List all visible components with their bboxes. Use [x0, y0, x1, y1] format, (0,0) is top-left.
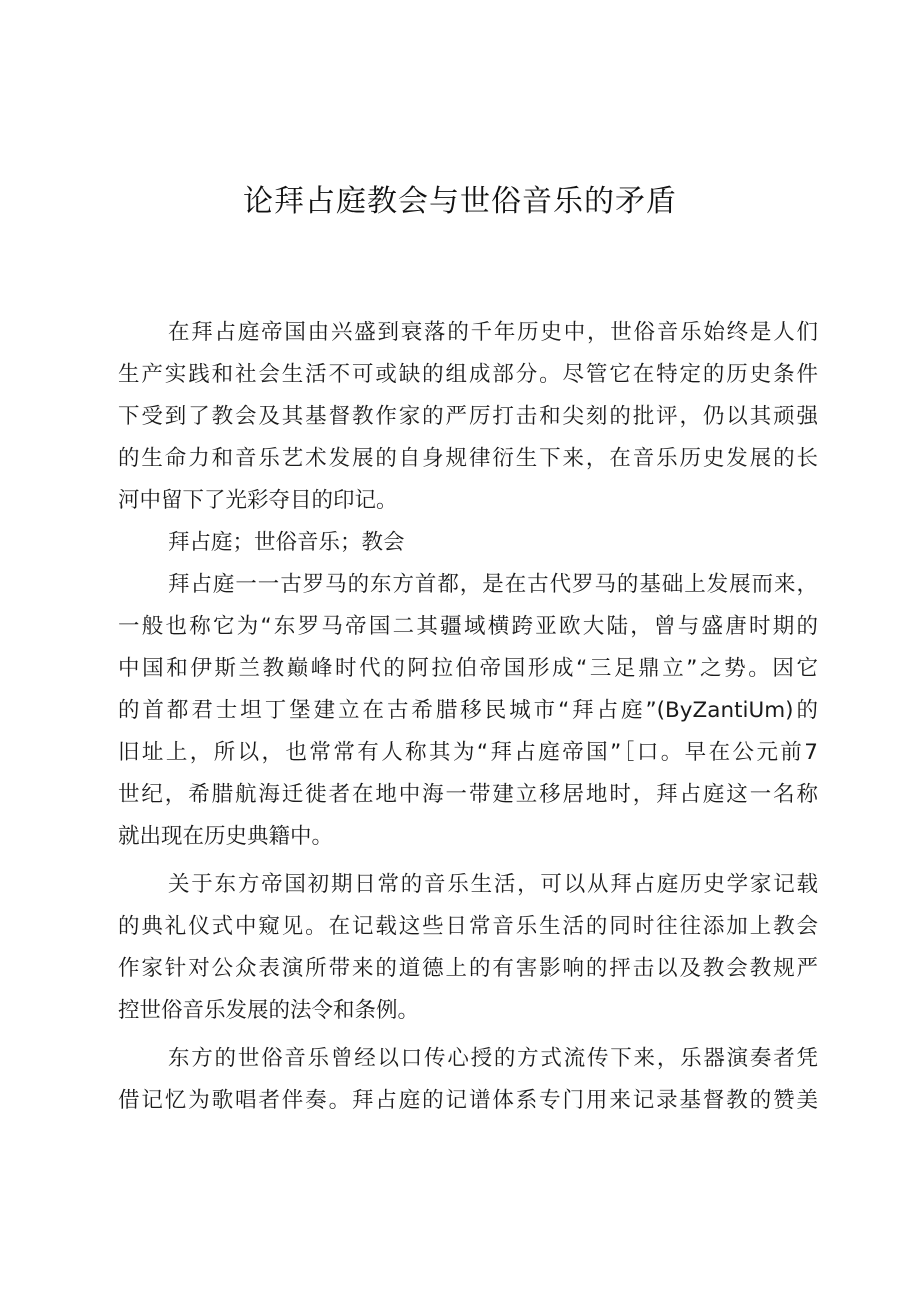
paragraph-1	[118, 564, 818, 858]
text-line: 河中留下了光彩夺目的印记。	[118, 488, 398, 513]
text-line: 一般也称它为“东罗马帝国二其疆域横跨亚欧大陆，曾与盛唐时期的	[118, 614, 818, 639]
document-body	[118, 312, 818, 1122]
text-line: 关于东方帝国初期日常的音乐生活，可以从拜占庭历史学家记载	[168, 872, 818, 897]
text-line: 生产实践和社会生活不可或缺的组成部分。尽管它在特定的历史条件	[118, 362, 818, 387]
keywords-line: 拜占庭；世俗音乐；教会	[168, 530, 405, 555]
text-line: 就出现在历史典籍中。	[118, 824, 334, 849]
text-line: 中国和伊斯兰教巅峰时代的阿拉伯帝国形成“三足鼎立”之势。因它	[118, 656, 818, 681]
text-line: 在拜占庭帝国由兴盛到衰落的千年历史中，世俗音乐始终是人们	[168, 320, 818, 345]
text-line: 下受到了教会及其基督教作家的严厉打击和尖刻的批评，仍以其顽强	[118, 404, 818, 429]
text-line: 旧址上，所以，也常常有人称其为“拜占庭帝国”［口。早在公元前7	[118, 740, 818, 765]
text-line: 的典礼仪式中窥见。在记载这些日常音乐生活的同时往往添加上教会	[118, 914, 818, 939]
text-line: 的生命力和音乐艺术发展的自身规律衍生下来，在音乐历史发展的长	[118, 446, 818, 471]
paragraph-2	[118, 864, 818, 1032]
text-line: 借记忆为歌唱者伴奏。拜占庭的记谱体系专门用来记录基督教的赞美	[118, 1088, 818, 1113]
text-line: 控世俗音乐发展的法令和条例。	[118, 998, 420, 1023]
text-line: 东方的世俗音乐曾经以口传心授的方式流传下来，乐器演奏者凭	[168, 1046, 818, 1071]
abstract-paragraph	[118, 312, 818, 522]
paragraph-3	[118, 1038, 818, 1122]
document-title: 论拜占庭教会与世俗音乐的矛盾	[243, 184, 677, 219]
text-line: 作家针对公众表演所带来的道德上的有害影响的抨击以及教会教规严	[118, 956, 818, 981]
text-line: 的首都君士坦丁堡建立在古希腊移民城市“拜占庭”(ByZantiUm)的	[118, 698, 818, 723]
text-line: 拜占庭一一古罗马的东方首都，是在古代罗马的基础上发展而来，	[168, 572, 818, 597]
text-line: 世纪，希腊航海迁徙者在地中海一带建立移居地时，拜占庭这一名称	[118, 782, 818, 807]
